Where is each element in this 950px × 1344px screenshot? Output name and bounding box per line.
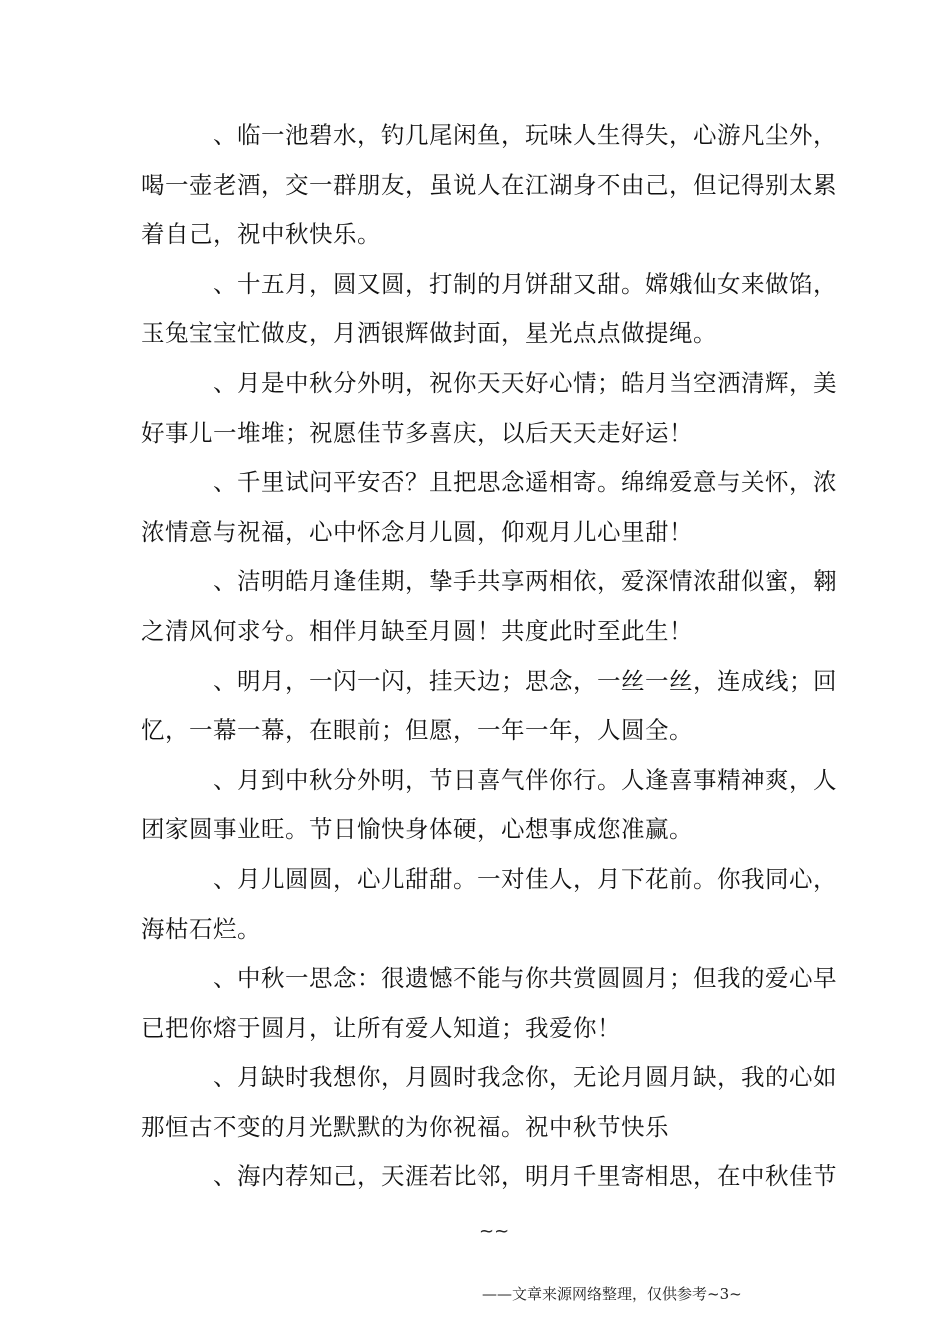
paragraph (141, 657, 837, 756)
paragraph-line: 、明月，一闪一闪，挂天边；思念，一丝一丝，连成线；回 (213, 666, 837, 695)
paragraph (141, 855, 837, 954)
document-body (141, 111, 837, 1202)
paragraph (141, 111, 837, 260)
paragraph (141, 756, 837, 855)
paragraph-line: 、月缺时我想你，月圆时我念你，无论月圆月缺，我的心如 (213, 1063, 837, 1092)
paragraph-line: 之清风何求兮。相伴月缺至月圆！共度此时至此生！ (141, 616, 693, 645)
paragraph (141, 458, 837, 557)
paragraph (141, 1053, 837, 1152)
paragraph-line: 已把你熔于圆月，让所有爱人知道；我爱你！ (141, 1013, 621, 1042)
paragraph-line: 着自己，祝中秋快乐。 (141, 220, 381, 249)
paragraph-line: 喝一壶老酒，交一群朋友，虽说人在江湖身不由己，但记得别太累 (141, 170, 837, 199)
paragraph-line: 、千里试问平安否？且把思念遥相寄。绵绵爱意与关怀，浓 (213, 468, 837, 497)
paragraph-line: 玉兔宝宝忙做皮，月洒银辉做封面，星光点点做提绳。 (141, 319, 717, 348)
paragraph-line: 、洁明皓月逢佳期，挚手共享两相依，爱深情浓甜似蜜，翱 (213, 567, 837, 596)
paragraph-line: 、月儿圆圆，心儿甜甜。一对佳人，月下花前。你我同心， (213, 864, 837, 893)
paragraph-line: 、月是中秋分外明，祝你天天好心情；皓月当空洒清辉，美 (213, 368, 837, 397)
paragraph-line: 海枯石烂。 (141, 914, 261, 943)
paragraph-line: 浓情意与祝福，心中怀念月儿圆，仰观月儿心里甜！ (141, 517, 693, 546)
paragraph (141, 557, 837, 656)
paragraph-line: 团家圆事业旺。节日愉快身体硬，心想事成您准赢。 (141, 815, 693, 844)
paragraph-line: 、月到中秋分外明，节日喜气伴你行。人逢喜事精神爽，人 (213, 765, 837, 794)
paragraph-line: 、十五月，圆又圆，打制的月饼甜又甜。嫦娥仙女来做馅， (213, 269, 837, 298)
paragraph-line: 、临一池碧水，钓几尾闲鱼，玩味人生得失，心游凡尘外， (213, 121, 837, 149)
footer-tilde-mark: ~~ (479, 1221, 510, 1242)
paragraph (141, 359, 837, 458)
footer-source-note: ——文章来源网络整理，仅供参考~3~ (482, 1285, 742, 1303)
paragraph (141, 954, 837, 1053)
paragraph-line: 、中秋一思念：很遗憾不能与你共赏圆圆月；但我的爱心早 (213, 964, 837, 993)
paragraph (141, 260, 837, 359)
paragraph-line: 忆，一幕一幕，在眼前；但愿，一年一年，人圆全。 (141, 716, 693, 745)
paragraph-line: 那恒古不变的月光默默的为你祝福。祝中秋节快乐 (141, 1112, 669, 1141)
paragraph-line: 、海内荐知己，天涯若比邻，明月千里寄相思，在中秋佳节 (213, 1162, 837, 1191)
paragraph (141, 1152, 837, 1202)
paragraph-line: 好事儿一堆堆；祝愿佳节多喜庆，以后天天走好运！ (141, 418, 693, 447)
